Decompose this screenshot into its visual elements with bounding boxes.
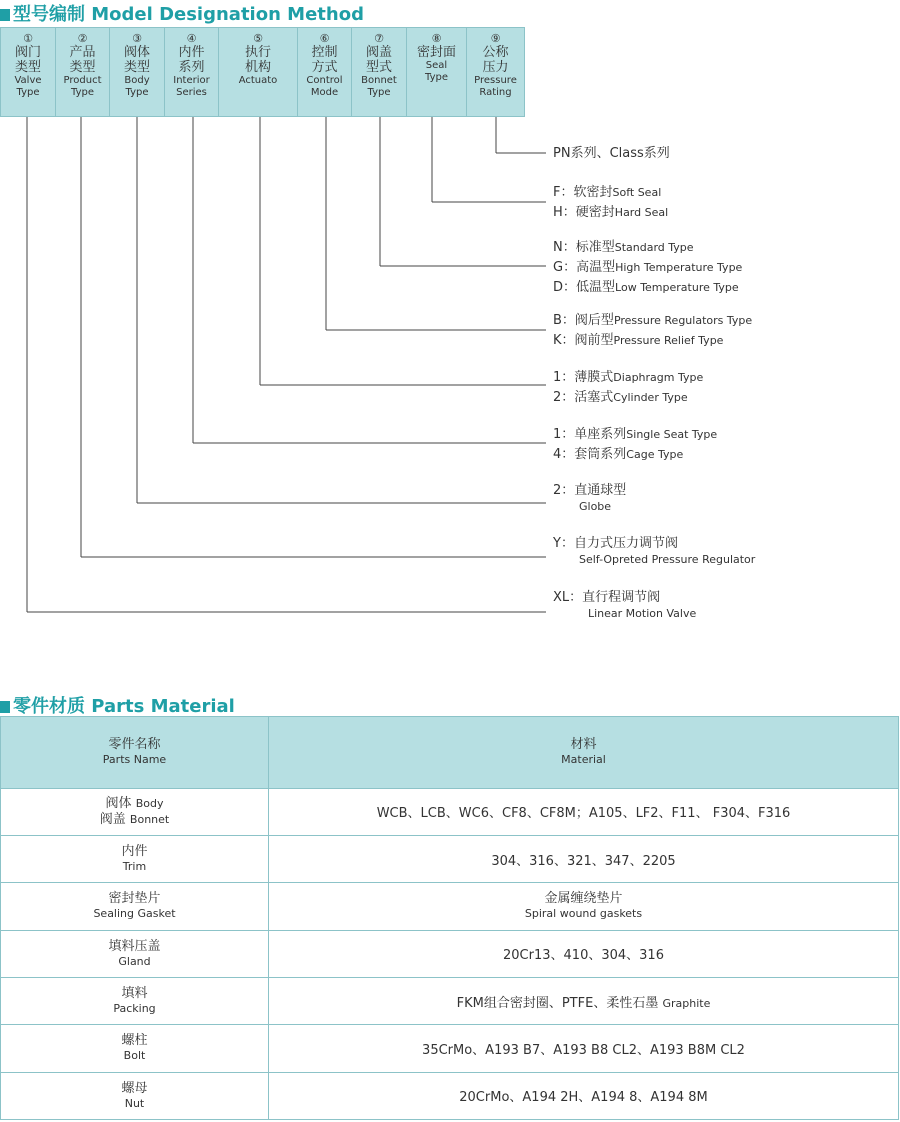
parts-material-table (0, 716, 899, 1120)
part-name-cell: 螺母 Nut (1, 1072, 269, 1119)
header-box-product-type: ② 产品 类型 Product Type (55, 27, 110, 117)
option-group-interior-series (553, 426, 717, 463)
part-name-cell: 内件 Trim (1, 835, 269, 882)
table-header-row (1, 717, 899, 789)
part-name-cell: 密封垫片 Sealing Gasket (1, 883, 269, 930)
option-line: H：硬密封Hard Seal (553, 205, 669, 220)
header-parts-name: 零件名称 Parts Name (1, 717, 269, 789)
table-row (1, 977, 899, 1024)
option-line: F：软密封Soft Seal (553, 185, 662, 200)
option-group-control-mode (553, 312, 752, 349)
table-row (1, 930, 899, 977)
part-name-cell: 螺柱 Bolt (1, 1025, 269, 1072)
part-name-cell: 填料 Packing (1, 977, 269, 1024)
square-bullet-icon (0, 701, 10, 713)
option-group-product-type: Y：自力式压力调节阀 Self-Opreted Pressure Regulator (553, 536, 756, 566)
table-row (1, 835, 899, 882)
option-line: G：高温型High Temperature Type (553, 260, 743, 275)
table-row (1, 1072, 899, 1119)
material-cell: 304、316、321、347、2205 (269, 835, 899, 882)
parts-material-title: 零件材质 Parts Material (0, 692, 235, 718)
option-line: Y：自力式压力调节阀 (553, 536, 678, 551)
option-group-body-type: 2：直通球型 Globe (553, 483, 627, 513)
header-box-bonnet-type: ⑦ 阀盖 型式 Bonnet Type (351, 27, 407, 117)
option-group-actuator (553, 369, 703, 406)
option-line: D：低温型Low Temperature Type (553, 280, 739, 295)
material-cell: WCB、LCB、WC6、CF8、CF8M；A105、LF2、F11、 F304、F316 (269, 788, 899, 835)
material-cell: FKM组合密封圈、PTFE、柔性石墨 Graphite (269, 977, 899, 1024)
material-cell: 20CrMo、A194 2H、A194 8、A194 8M (269, 1072, 899, 1119)
option-group-bonnet-type (553, 239, 742, 296)
material-cell: 35CrMo、A193 B7、A193 B8 CL2、A193 B8M CL2 (269, 1025, 899, 1072)
part-name-cell: 阀体 Body 阀盖 Bonnet (1, 788, 269, 835)
header-box-seal-type: ⑧ 密封面 Seal Type (406, 27, 467, 117)
option-group-seal-type (553, 184, 668, 221)
model-designation-title: 型号编制 Model Designation Method (0, 0, 364, 26)
table-row (1, 883, 899, 930)
header-box-valve-type: ① 阀门 类型 Valve Type (0, 27, 56, 117)
material-cell: 20Cr13、410、304、316 (269, 930, 899, 977)
part-name-cell: 填料压盖 Gland (1, 930, 269, 977)
option-line: B：阀后型Pressure Regulators Type (553, 313, 753, 328)
table-row (1, 788, 899, 835)
option-line: 2：活塞式Cylinder Type (553, 390, 688, 405)
header-box-control-mode: ⑥ 控制 方式 Control Mode (297, 27, 352, 117)
option-group-valve-type: XL：直行程调节阀 Linear Motion Valve (553, 590, 697, 620)
header-box-pressure-rating: ⑨ 公称 压力 Pressure Rating (466, 27, 525, 117)
option-line: 4：套筒系列Cage Type (553, 447, 684, 462)
header-box-actuator: ⑤ 执行 机构 Actuato (218, 27, 298, 117)
table-row (1, 1025, 899, 1072)
material-cell: 金属缠绕垫片 Spiral wound gaskets (269, 883, 899, 930)
option-line: 1：薄膜式Diaphragm Type (553, 370, 704, 385)
option-line: N：标准型Standard Type (553, 240, 694, 255)
option-line: K：阀前型Pressure Relief Type (553, 333, 724, 348)
option-group-pressure-rating: PN系列、Class系列 (553, 146, 670, 161)
option-line: XL：直行程调节阀 (553, 590, 661, 605)
header-box-body-type: ③ 阀体 类型 Body Type (109, 27, 165, 117)
option-line: 1：单座系列Single Seat Type (553, 427, 718, 442)
option-line: 2：直通球型 (553, 483, 627, 498)
header-material: 材料 Material (269, 717, 899, 789)
header-box-interior-series: ④ 内件 系列 Interior Series (164, 27, 219, 117)
